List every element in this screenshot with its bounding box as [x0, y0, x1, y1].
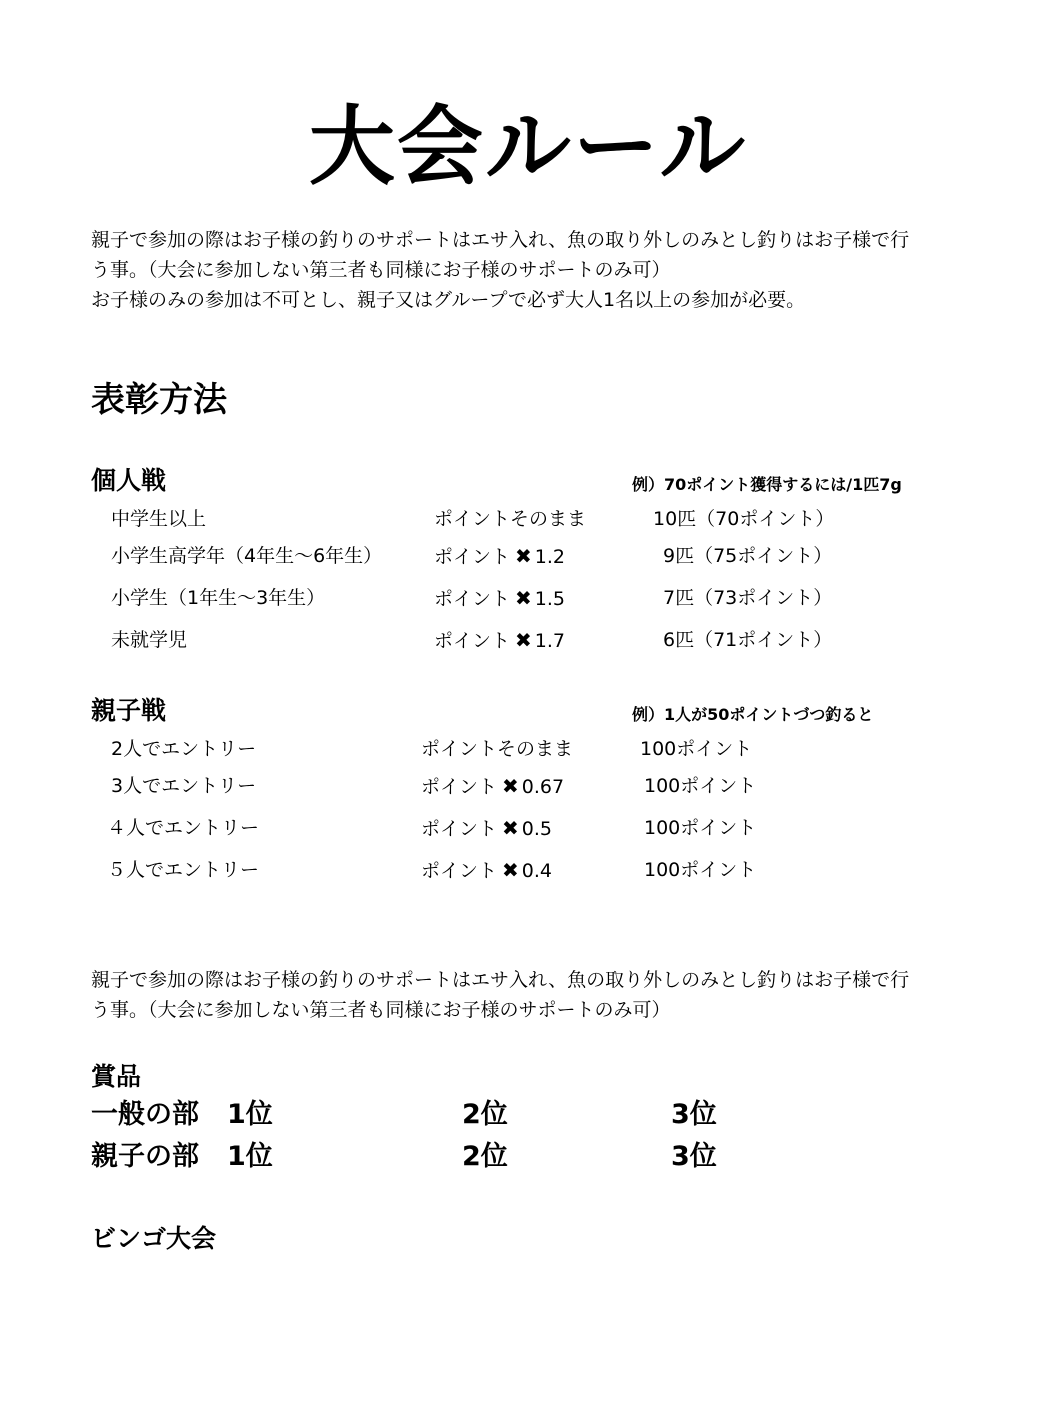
- intro-line-3: お子様のみの参加は不可とし、親子又はグループで必ず大人1名以上の参加が必要。: [91, 289, 806, 311]
- points-label: ポイント: [434, 630, 511, 652]
- family-row-example: 100ポイント: [644, 775, 757, 797]
- multiply-icon: ✖: [515, 586, 532, 610]
- individual-row-example: 6匹（71ポイント）: [663, 629, 833, 651]
- multiply-icon: ✖: [502, 774, 519, 798]
- individual-row-points: [434, 584, 565, 613]
- family-row-points: [421, 772, 564, 801]
- family-row-points: ポイントそのまま: [421, 738, 574, 760]
- intro-line-2: う事。（大会に参加しない第三者も同様にお子様のサポートのみ可）: [91, 259, 671, 281]
- points-factor: 0.5: [521, 818, 552, 840]
- points-factor: 0.67: [521, 776, 565, 798]
- individual-row-points: [434, 626, 565, 655]
- family-row-example: 100ポイント: [640, 738, 753, 760]
- points-factor: 1.2: [534, 546, 565, 568]
- intro-line-1: 親子で参加の際はお子様の釣りのサポートはエサ入れ、魚の取り外しのみとし釣りはお子様で行: [91, 229, 910, 251]
- family-row-points: [421, 856, 552, 885]
- multiply-icon: ✖: [515, 544, 532, 568]
- points-factor: 1.5: [534, 588, 565, 610]
- points-label: ポイント: [434, 546, 511, 568]
- prize-division: 一般の部: [91, 1099, 199, 1130]
- individual-heading: 個人戦: [91, 466, 167, 495]
- prize-first-place: 1位: [227, 1141, 273, 1172]
- family-row-example: 100ポイント: [644, 859, 757, 881]
- family-row-category: ４人でエントリー: [107, 817, 260, 839]
- individual-row-example: 10匹（70ポイント）: [653, 508, 835, 530]
- points-factor: 1.7: [534, 630, 565, 652]
- individual-row-category: 小学生（1年生〜3年生）: [111, 587, 326, 609]
- points-factor: 0.4: [521, 860, 552, 882]
- bingo-heading: ビンゴ大会: [91, 1224, 217, 1253]
- points-label: ポイント: [434, 588, 511, 610]
- individual-row-category: 小学生高学年（4年生〜6年生）: [111, 545, 383, 567]
- individual-row-points: [434, 542, 565, 571]
- prize-third-place: 3位: [671, 1141, 717, 1172]
- individual-row-points: ポイントそのまま: [434, 508, 587, 530]
- family-row-category: 3人でエントリー: [111, 775, 257, 797]
- individual-row-example: 7匹（73ポイント）: [663, 587, 833, 609]
- prize-division: 親子の部: [91, 1141, 199, 1172]
- family-heading: 親子戦: [91, 696, 167, 725]
- prizes-heading: 賞品: [91, 1062, 142, 1091]
- multiply-icon: ✖: [502, 816, 519, 840]
- family-example-note: 例）1人が50ポイントづつ釣ると: [632, 705, 874, 724]
- family-row-points: [421, 814, 552, 843]
- prize-second-place: 2位: [462, 1141, 508, 1172]
- note-line-1: 親子で参加の際はお子様の釣りのサポートはエサ入れ、魚の取り外しのみとし釣りはお子様で行: [91, 969, 910, 991]
- points-label: ポイント: [421, 818, 498, 840]
- family-row-category: ５人でエントリー: [107, 859, 260, 881]
- multiply-icon: ✖: [515, 628, 532, 652]
- individual-row-category: 中学生以上: [111, 508, 207, 530]
- prize-first-place: 1位: [227, 1099, 273, 1130]
- family-row-category: 2人でエントリー: [111, 738, 257, 760]
- multiply-icon: ✖: [502, 858, 519, 882]
- family-row-example: 100ポイント: [644, 817, 757, 839]
- individual-row-category: 未就学児: [111, 629, 188, 651]
- individual-example-note: 例）70ポイント獲得するには/1匹7g: [632, 475, 902, 494]
- points-label: ポイント: [421, 860, 498, 882]
- page-title: 大会ルール: [308, 97, 748, 197]
- points-label: ポイント: [421, 776, 498, 798]
- prize-second-place: 2位: [462, 1099, 508, 1130]
- prize-third-place: 3位: [671, 1099, 717, 1130]
- individual-row-example: 9匹（75ポイント）: [663, 545, 833, 567]
- awards-heading: 表彰方法: [91, 380, 227, 420]
- note-line-2: う事。（大会に参加しない第三者も同様にお子様のサポートのみ可）: [91, 999, 671, 1021]
